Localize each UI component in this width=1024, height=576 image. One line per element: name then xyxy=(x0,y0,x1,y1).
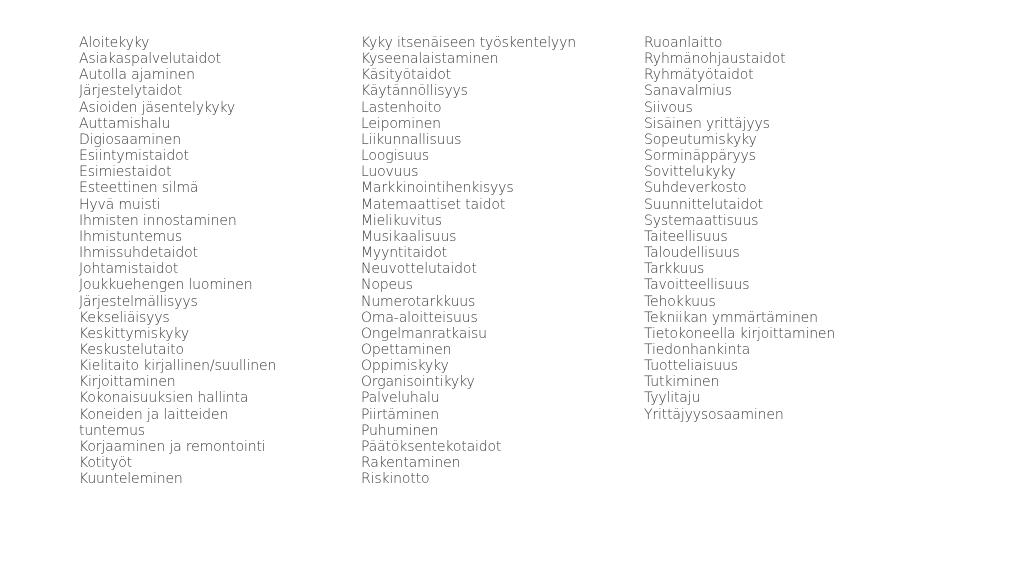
skill-item: Johtamistaidot xyxy=(79,261,179,278)
skill-item: Tutkiminen xyxy=(644,374,720,391)
skill-item: Luovuus xyxy=(361,164,419,181)
skill-item: Myyntitaidot xyxy=(361,245,448,262)
skill-item: Puhuminen xyxy=(361,422,439,439)
skill-item: Sisäinen yrittäjyys xyxy=(644,115,770,132)
skill-item: Organisointikyky xyxy=(361,374,475,391)
skill-item: Liikunnallisuus xyxy=(361,131,462,148)
skill-item: Tiedonhankinta xyxy=(644,341,751,358)
skill-item: Esiintymistaidot xyxy=(79,148,189,165)
skill-item: Leipominen xyxy=(361,115,441,132)
skill-item: Ruoanlaitto xyxy=(644,35,723,51)
skill-item: Kielitaito kirjallinen/suullinen xyxy=(79,358,277,375)
skill-item: tuntemus xyxy=(79,422,145,439)
skill-item: Oppimiskyky xyxy=(361,358,449,375)
skill-item: Tehokkuus xyxy=(644,293,716,310)
skill-item: Siivous xyxy=(644,99,693,116)
skill-item: Matemaattiset taidot xyxy=(361,196,506,213)
skill-item: Auttamishalu xyxy=(79,115,171,132)
skill-item: Suhdeverkosto xyxy=(644,180,747,197)
skill-item: Tarkkuus xyxy=(644,261,705,278)
skill-item: Käsityötaidot xyxy=(361,67,451,84)
skill-item: Neuvottelutaidot xyxy=(361,261,477,278)
skill-item: Tavoitteellisuus xyxy=(644,277,750,294)
skill-item: Aloitekyky xyxy=(79,35,150,51)
skill-item: Ongelmanratkaisu xyxy=(361,325,487,342)
skill-item: Asioiden jäsentelykyky xyxy=(79,99,236,116)
skill-item: Taloudellisuus xyxy=(644,245,740,262)
skill-item: Oma-aloitteisuus xyxy=(361,309,478,326)
skill-item: Opettaminen xyxy=(361,341,452,358)
skill-item: Järjestelytaidot xyxy=(79,83,183,100)
skill-item: Systemaattisuus xyxy=(644,212,759,229)
skill-item: Kyseenalaistaminen xyxy=(361,51,499,68)
skill-item: Ryhmänohjaustaidot xyxy=(644,51,786,68)
skill-item: Kyky itsenäiseen työskentelyyn xyxy=(361,35,576,51)
skill-item: Tekniikan ymmärtäminen xyxy=(644,309,818,326)
skill-item: Tietokoneella kirjoittaminen xyxy=(644,325,836,342)
skill-item: Esteettinen silmä xyxy=(79,180,199,197)
skill-item: Kirjoittaminen xyxy=(79,374,176,391)
skill-item: Sovittelukyky xyxy=(644,164,736,181)
skill-item: Lastenhoito xyxy=(361,99,442,116)
skill-item: Suunnittelutaidot xyxy=(644,196,763,213)
skill-item: Piirtäminen xyxy=(361,406,439,423)
skill-item: Hyvä muisti xyxy=(79,196,161,213)
skill-item: Rakentaminen xyxy=(361,455,461,472)
skill-item: Autolla ajaminen xyxy=(79,67,195,84)
skill-item: Kokonaisuuksien hallinta xyxy=(79,390,249,407)
skill-item: Tuotteliaisuus xyxy=(644,358,738,375)
skill-item: Käytännöllisyys xyxy=(361,83,468,100)
skill-item: Kuunteleminen xyxy=(79,471,183,488)
skill-item: Numerotarkkuus xyxy=(361,293,476,310)
skill-item: Järjestelmällisyys xyxy=(79,293,198,310)
skill-item: Ryhmätyötaidot xyxy=(644,67,754,84)
skill-item: Ihmistuntemus xyxy=(79,228,183,245)
skill-item: Ihmissuhdetaidot xyxy=(79,245,198,262)
skill-item: Musikaalisuus xyxy=(361,228,457,245)
skill-item: Riskinotto xyxy=(361,471,430,488)
skill-item: Kekseliäisyys xyxy=(79,309,170,326)
skill-item: Joukkuehengen luominen xyxy=(79,277,253,294)
skill-item: Mielikuvitus xyxy=(361,212,442,229)
skill-item: Digiosaaminen xyxy=(79,131,181,148)
skill-item: Keskittymiskyky xyxy=(79,325,190,342)
skill-item: Esimiestaidot xyxy=(79,164,172,181)
skill-item: Koneiden ja laitteiden xyxy=(79,406,229,423)
skill-item: Taiteellisuus xyxy=(644,228,728,245)
skill-item: Sorminäppäryys xyxy=(644,148,756,165)
skill-item: Tyylitaju xyxy=(644,390,701,407)
skill-item: Nopeus xyxy=(361,277,413,294)
skill-item: Yrittäjyysosaaminen xyxy=(644,406,784,423)
skill-item: Keskustelutaito xyxy=(79,341,184,358)
skills-column-3 xyxy=(644,35,944,423)
skill-item: Korjaaminen ja remontointi xyxy=(79,438,266,455)
skill-item: Markkinointihenkisyys xyxy=(361,180,514,197)
skill-item: Sopeutumiskyky xyxy=(644,131,757,148)
skills-column-1 xyxy=(79,35,349,487)
skill-item: Ihmisten innostaminen xyxy=(79,212,237,229)
skill-item: Asiakaspalvelutaidot xyxy=(79,51,221,68)
skills-column-2 xyxy=(361,35,631,487)
skill-item: Palveluhalu xyxy=(361,390,440,407)
skill-item: Sanavalmius xyxy=(644,83,732,100)
skill-item: Kotityöt xyxy=(79,455,133,472)
skill-item: Loogisuus xyxy=(361,148,429,165)
skill-item: Päätöksentekotaidot xyxy=(361,438,502,455)
